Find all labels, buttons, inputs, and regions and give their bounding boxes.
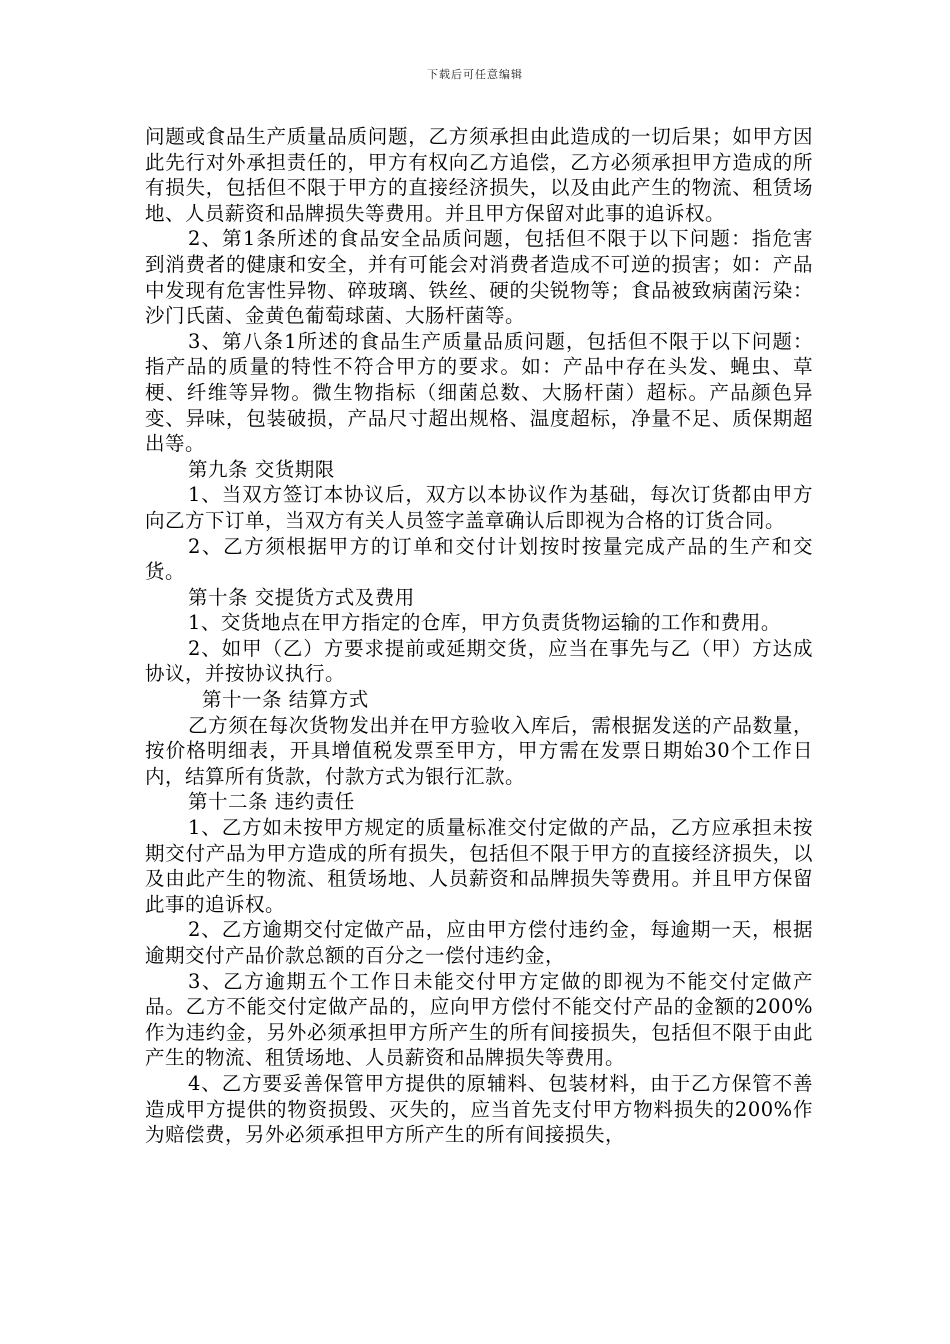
clause-12-item-3: 3、乙方逾期五个工作日未能交付甲方定做的即视为不能交付定做产品。乙方不能交付定做产品的，应向甲方偿付不能交付产品的金额的200%作为违约金，另外必须承担甲方所产生的所有间接损失，包括但不限于由此产生的物流、租赁场地、人员薪资和品牌损失等费用。 [145, 969, 813, 1070]
clause-10-item-1: 1、交货地点在甲方指定的仓库，甲方负责货物运输的工作和费用。 [188, 611, 781, 635]
article-11-heading: 第十一条 结算方式 [202, 688, 369, 712]
clause-12-item-1: 1、乙方如未按甲方规定的质量标准交付定做的产品，乙方应承担未按期交付产品为甲方造成的所有损失，包括但不限于甲方的直接经济损失，以及由此产生的物流、租赁场地、人员薪资和品牌损失等费用。并且甲方保留此事的追诉权。 [145, 816, 813, 916]
clause-8-item-2: 2、第1条所述的食品安全品质问题，包括但不限于以下问题：指危害到消费者的健康和安全，并有可能会对消费者造成不可逆的损害；如：产品中发现有危害性异物、碎玻璃、铁丝、硬的尖锐物等；食品被致病菌污染：沙门氏菌、金黄色葡萄球菌、大肠杆菌等。 [145, 227, 813, 328]
article-10-heading: 第十条 交提货方式及费用 [188, 585, 415, 609]
clause-12-item-4: 4、乙方要妥善保管甲方提供的原辅料、包装材料，由于乙方保管不善造成甲方提供的物资损毁、灭失的，应当首先支付甲方物料损失的200%作为赔偿费，另外必须承担甲方所产生的所有间接损失， [145, 1071, 813, 1147]
paragraph-continuation: 问题或食品生产质量品质问题，乙方须承担由此造成的一切后果；如甲方因此先行对外承担责任的，甲方有权向乙方追偿，乙方必须承担甲方造成的所有损失，包括但不限于甲方的直接经济损失，以及由此产生的物流、租赁场地、人员薪资和品牌损失等费用。并且甲方保留对此事的追诉权。 [145, 125, 813, 225]
document-body [145, 124, 813, 1148]
clause-10-item-2: 2、如甲（乙）方要求提前或延期交货，应当在事先与乙（甲）方达成协议，并按协议执行。 [145, 636, 813, 686]
clause-11-body: 乙方须在每次货物发出并在甲方验收入库后，需根据发送的产品数量，按价格明细表，开具增值税发票至甲方，甲方需在发票日期始30个工作日内，结算所有货款，付款方式为银行汇款。 [145, 713, 813, 788]
clause-12-item-2: 2、乙方逾期交付定做产品，应由甲方偿付违约金，每逾期一天，根据逾期交付产品价款总额的百分之一偿付违约金， [145, 918, 813, 967]
clause-8-item-3: 3、第八条1所述的食品生产质量品质问题，包括但不限于以下问题：指产品的质量的特性不符合甲方的要求。如：产品中存在头发、蝇虫、草梗、纤维等异物。微生物指标（细菌总数、大肠杆菌）超标。产品颜色异变、异味，包装破损，产品尺寸超出规格、温度超标，净量不足、质保期超出等。 [145, 329, 813, 456]
clause-9-item-1: 1、当双方签订本协议后，双方以本协议作为基础，每次订货都由甲方向乙方下订单，当双方有关人员签字盖章确认后即视为合格的订货合同。 [145, 483, 813, 532]
page-header-note: 下载后可任意编辑 [427, 68, 523, 81]
clause-9-item-2: 2、乙方须根据甲方的订单和交付计划按时按量完成产品的生产和交货。 [145, 534, 813, 584]
article-12-heading: 第十二条 违约责任 [188, 790, 355, 814]
article-9-heading: 第九条 交货期限 [188, 457, 335, 481]
